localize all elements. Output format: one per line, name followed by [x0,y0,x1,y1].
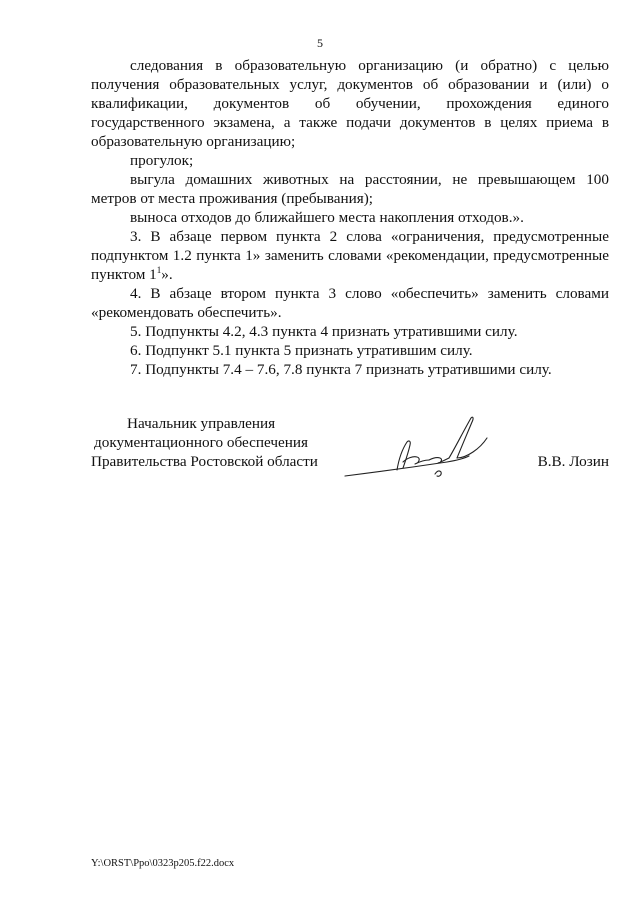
signatory-title-line-3: Правительства Ростовской области [91,453,318,470]
item-5: 5. Подпункты 4.2, 4.3 пункта 4 признать утратившими силу. [130,323,518,340]
item-3 [91,227,609,284]
item-6: 6. Подпункт 5.1 пункта 5 признать утратившим силу. [130,342,473,359]
file-path-footer: Y:\ORST\Ppo\0323p205.f22.docx [91,858,235,869]
paragraph-walks: прогулок; [130,152,194,169]
paragraph-pets: выгула домашних животных на расстоянии, не превышающем 100 метров от места проживания (пребывания); [91,171,609,207]
item-3-superscript: 1 [156,265,162,275]
handwritten-signature [337,414,497,488]
signatory-title [91,414,331,471]
item-7: 7. Подпункты 7.4 – 7.6, 7.8 пункта 7 признать утратившими силу. [130,361,552,378]
signatory-title-line-1: Начальник управления [127,415,276,432]
signatory-name: В.В. Лозин [537,453,609,470]
item-3-tail: ». [161,266,173,283]
page-number: 5 [317,36,323,50]
signatory-title-line-2: документационного обеспечения [94,434,308,451]
signature-block [91,414,609,484]
document-body [91,56,609,379]
item-4: 4. В абзаце втором пункта 3 слово «обеспечить» заменить словами «рекомендовать обеспечить». [91,285,609,321]
paragraph-waste: выноса отходов до ближайшего места накопления отходов.». [130,209,524,226]
paragraph-continuation: следования в образовательную организацию (и обратно) с целью получения образовательных услуг, документов об образовании и (или) о квалификации, документов об обучении, прохождения единого государственного экзамена, а также подачи документов в целях приема в образовательную организацию; [91,57,609,150]
item-3-text: 3. В абзаце первом пункта 2 слова «ограничения, предусмотренные подпунктом 1.2 пункта 1» заменить словами «рекомендации, предусмотренные пунктом 1 [91,228,609,283]
